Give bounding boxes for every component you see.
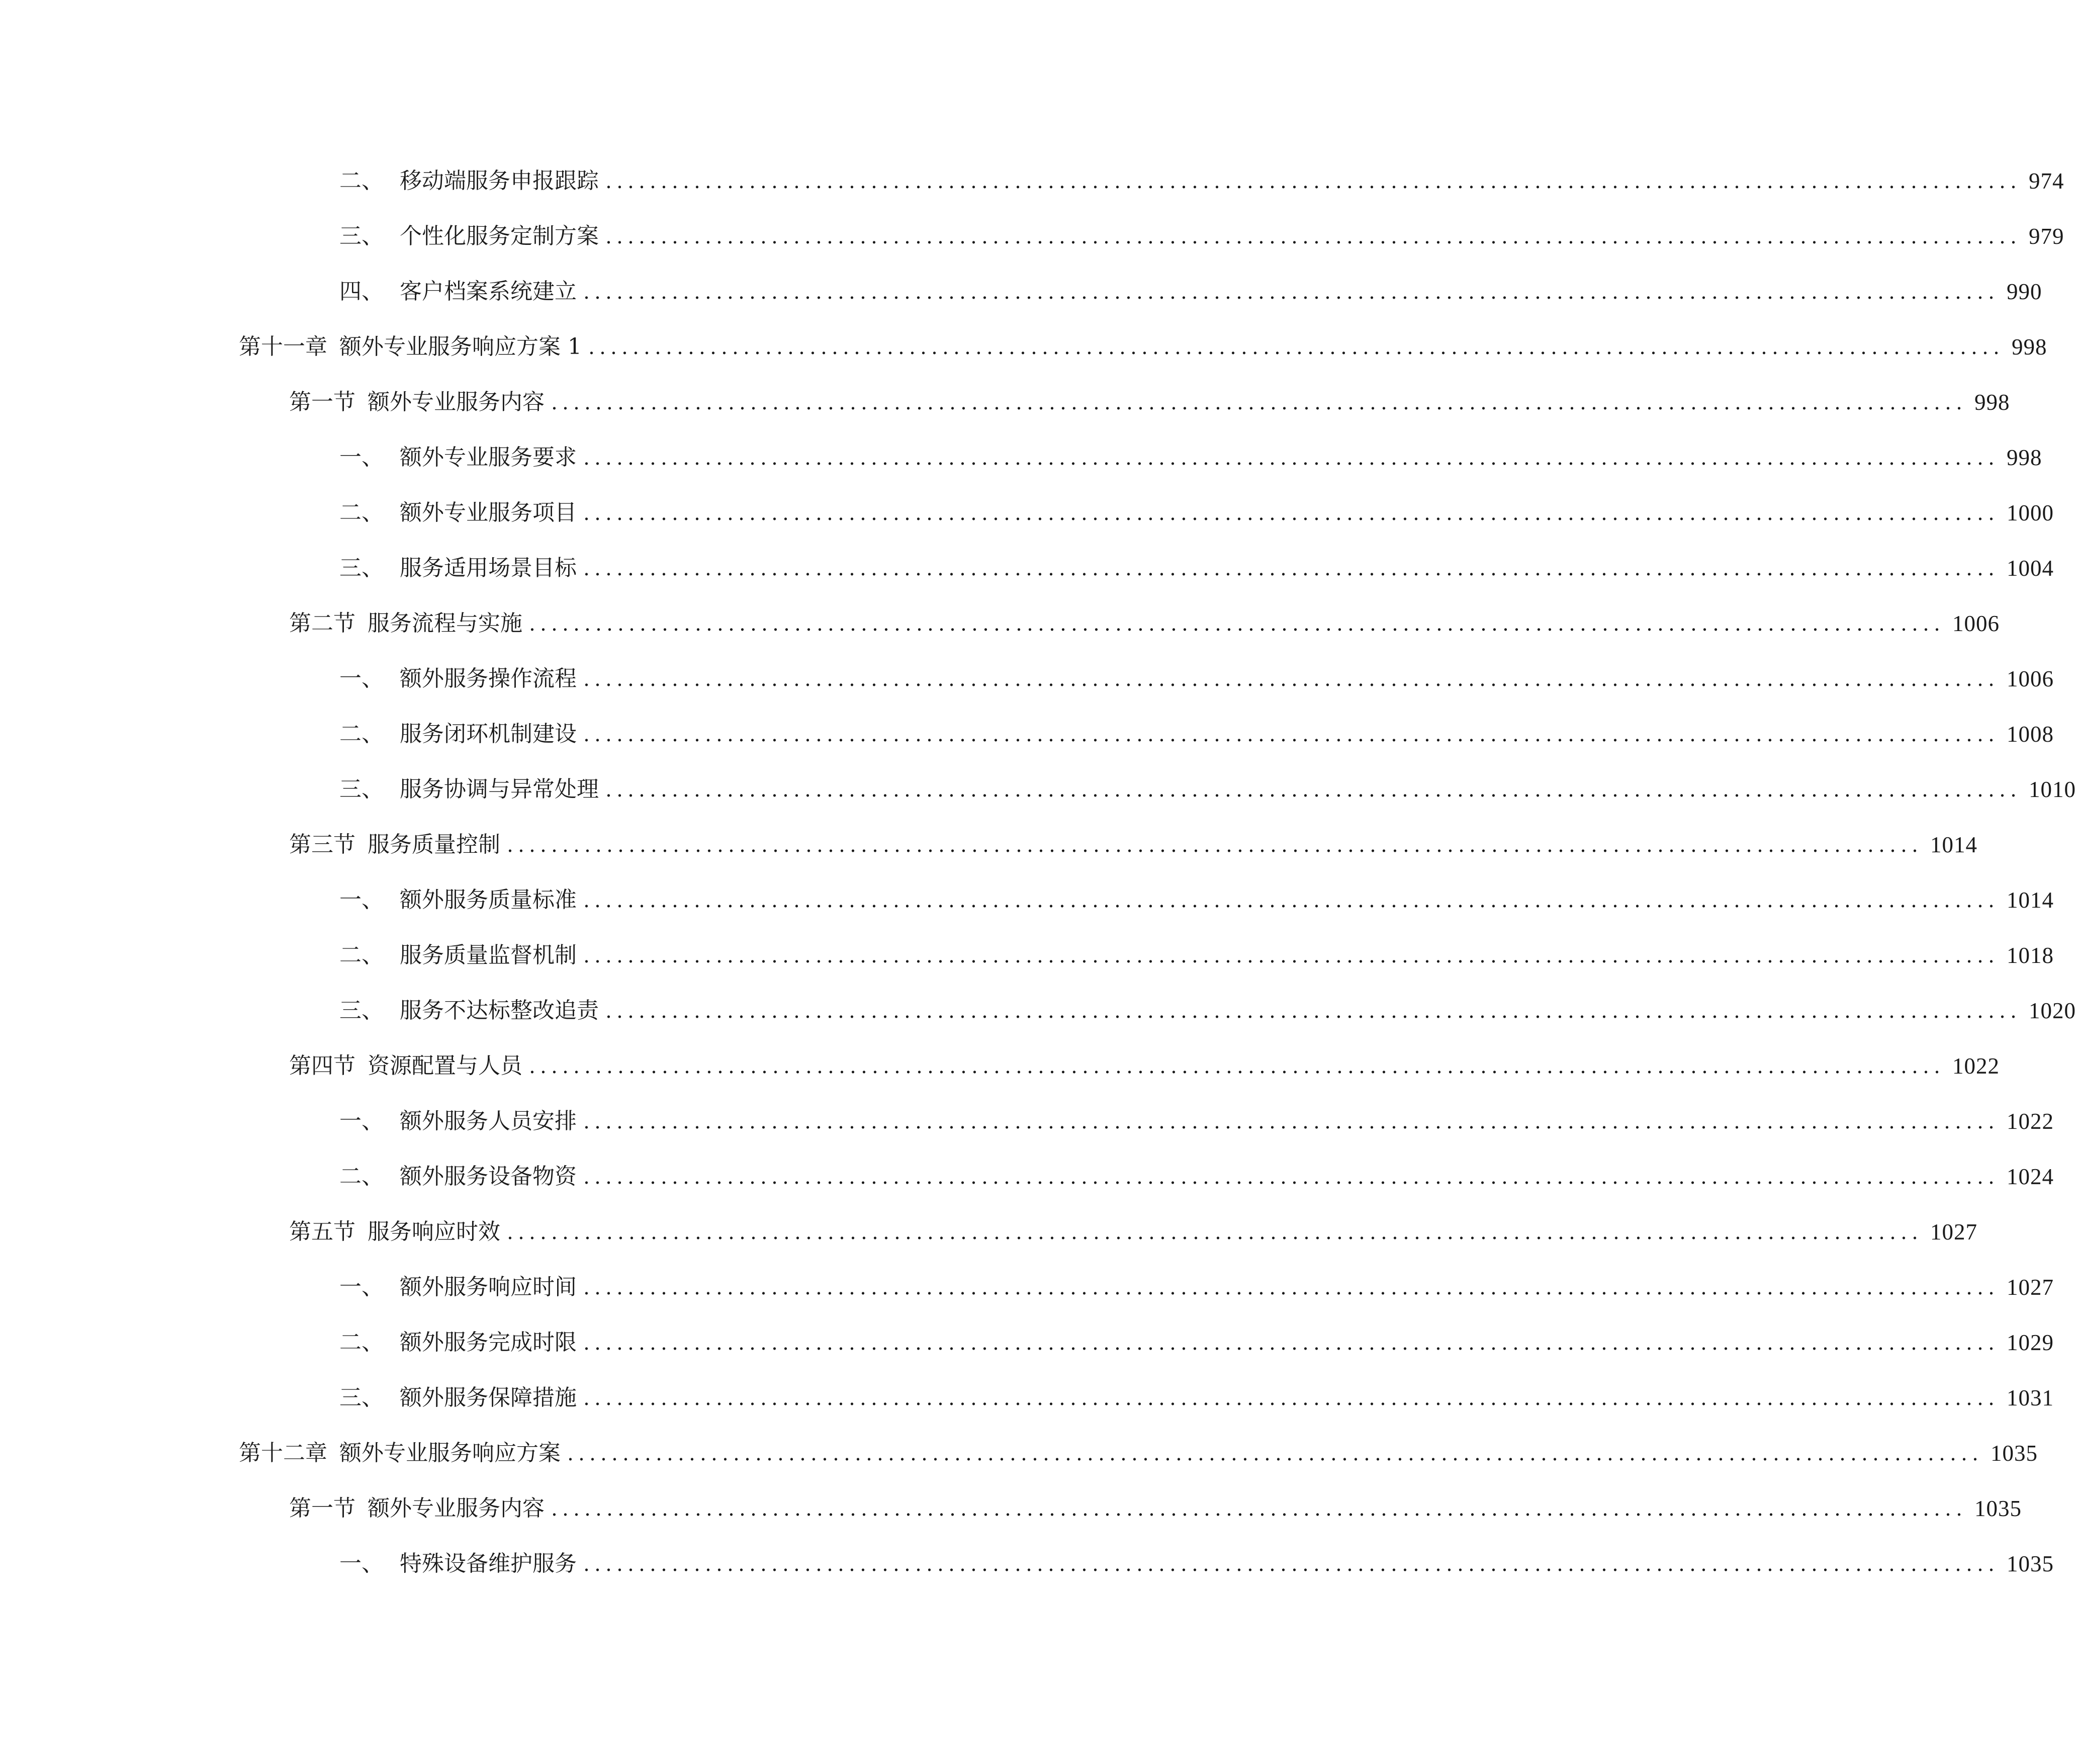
toc-entry[interactable] — [339, 930, 2054, 971]
toc-entry[interactable] — [339, 156, 2064, 196]
toc-entry-title: 特殊设备维护服务 — [400, 1551, 577, 1576]
toc-dot-leader: ................................................................................................................................ — [584, 1275, 2000, 1299]
toc-entry[interactable] — [339, 1539, 2054, 1579]
toc-entry-page: 1022 — [1952, 1053, 2000, 1079]
toc-dot-leader: ................................................................................................................................ — [584, 666, 2000, 691]
toc-entry-marker: 四、 — [339, 279, 384, 304]
toc-entry-title: 服务流程与实施 — [368, 610, 522, 636]
toc-entry-page: 1035 — [1974, 1496, 2022, 1521]
toc-dot-leader: ................................................................................................................................ — [584, 1385, 2000, 1410]
toc-entry-page: 1014 — [2007, 888, 2054, 913]
toc-entry[interactable] — [339, 488, 2054, 528]
toc-entry-page: 1018 — [2007, 943, 2054, 968]
toc-entry-title: 服务闭环机制建设 — [400, 721, 577, 747]
toc-entry-title: 服务不达标整改追责 — [400, 998, 599, 1023]
toc-dot-leader: ................................................................................................................................ — [584, 943, 2000, 967]
toc-entry-title: 额外服务设备物资 — [400, 1164, 577, 1189]
toc-entry-title: 额外服务完成时限 — [400, 1330, 577, 1355]
toc-entry-title: 额外服务保障措施 — [400, 1385, 577, 1410]
toc-entry-title: 额外服务质量标准 — [400, 887, 577, 913]
toc-entry-page: 990 — [2007, 279, 2042, 304]
toc-entry-marker: 第一节 — [289, 1495, 355, 1521]
toc-entry-page: 1014 — [1930, 832, 1977, 857]
toc-dot-leader: ................................................................................................................................ — [584, 1330, 2000, 1355]
toc-entry-page: 1027 — [2007, 1275, 2054, 1300]
toc-entry-marker: 一、 — [339, 666, 384, 691]
toc-dot-leader: ................................................................................................................................ — [507, 832, 1923, 857]
toc-entry-page: 974 — [2029, 168, 2064, 194]
toc-entry[interactable] — [339, 1152, 2054, 1192]
toc-dot-leader: ................................................................................................................................ — [529, 1053, 1945, 1078]
toc-entry[interactable] — [339, 543, 2054, 583]
toc-entry[interactable] — [339, 211, 2064, 251]
toc-entry-page: 1010 — [2029, 777, 2076, 802]
toc-entry-marker: 三、 — [339, 223, 384, 249]
toc-entry-marker: 二、 — [339, 942, 384, 968]
toc-entry-title: 服务协调与异常处理 — [400, 776, 599, 802]
toc-entry-page: 1029 — [2007, 1330, 2054, 1355]
toc-entry-title: 额外服务人员安排 — [400, 1108, 577, 1134]
toc-entry[interactable] — [339, 709, 2054, 749]
toc-entry-page: 1031 — [2007, 1385, 2054, 1410]
toc-entry-title: 额外专业服务响应方案 1 — [339, 334, 582, 360]
toc-entry-section[interactable] — [289, 377, 2010, 417]
toc-entry-title: 个性化服务定制方案 — [400, 223, 599, 249]
toc-entry-marker: 第五节 — [289, 1219, 355, 1245]
toc-entry[interactable] — [339, 1096, 2054, 1136]
toc-entry-page: 998 — [2007, 445, 2042, 470]
toc-entry-page: 998 — [1974, 390, 2010, 415]
toc-dot-leader: ................................................................................................................................ — [584, 722, 2000, 746]
toc-entry-page: 1008 — [2007, 722, 2054, 747]
toc-entry-marker: 一、 — [339, 445, 384, 470]
toc-dot-leader: ................................................................................................................................ — [584, 445, 2000, 470]
toc-entry[interactable] — [339, 267, 2042, 307]
toc-dot-leader: ................................................................................................................................ — [584, 500, 2000, 525]
toc-entry-chapter[interactable] — [239, 1428, 2038, 1468]
toc-dot-leader: ................................................................................................................................ — [584, 556, 2000, 580]
toc-entry[interactable] — [339, 875, 2054, 915]
toc-entry[interactable] — [339, 986, 2076, 1026]
toc-entry-page: 1024 — [2007, 1164, 2054, 1189]
toc-entry-marker: 三、 — [339, 998, 384, 1023]
toc-entry-marker: 二、 — [339, 1164, 384, 1189]
toc-entry-title: 额外服务响应时间 — [400, 1274, 577, 1300]
toc-dot-leader: ................................................................................................................................ — [529, 611, 1945, 636]
toc-entry-title: 服务质量控制 — [368, 832, 500, 857]
toc-entry-marker: 一、 — [339, 1108, 384, 1134]
toc-entry-page: 1020 — [2029, 998, 2076, 1023]
toc-entry-marker: 第十二章 — [239, 1440, 327, 1466]
toc-entry-page: 1006 — [2007, 666, 2054, 691]
toc-entry-section[interactable] — [289, 1041, 2000, 1081]
toc-entry-chapter[interactable] — [239, 322, 2047, 362]
toc-entry-title: 服务适用场景目标 — [400, 555, 577, 581]
toc-dot-leader: ................................................................................................................................ — [584, 1551, 2000, 1576]
toc-entry-page: 979 — [2029, 224, 2064, 249]
toc-entry-marker: 一、 — [339, 887, 384, 913]
toc-entry-title: 服务响应时效 — [368, 1219, 500, 1245]
toc-entry-page: 1027 — [1930, 1219, 1977, 1245]
toc-entry-title: 额外专业服务要求 — [400, 445, 577, 470]
toc-entry-section[interactable] — [289, 820, 1977, 860]
toc-entry-section[interactable] — [289, 1483, 2022, 1524]
toc-entry-page: 1000 — [2007, 500, 2054, 525]
toc-dot-leader: ................................................................................................................................ — [606, 777, 2022, 802]
toc-dot-leader: ................................................................................................................................ — [568, 1441, 1983, 1465]
toc-dot-leader: ................................................................................................................................ — [507, 1219, 1923, 1244]
toc-entry-marker: 三、 — [339, 555, 384, 581]
toc-entry-marker: 第二节 — [289, 610, 355, 636]
toc-entry-title: 额外专业服务响应方案 — [339, 1440, 561, 1466]
toc-dot-leader: ................................................................................................................................ — [588, 334, 2005, 359]
toc-entry-marker: 二、 — [339, 168, 384, 194]
toc-entry-section[interactable] — [289, 598, 2000, 639]
toc-entry-marker: 第三节 — [289, 832, 355, 857]
toc-dot-leader: ................................................................................................................................ — [606, 224, 2022, 248]
toc-entry-title: 额外专业服务项目 — [400, 500, 577, 525]
toc-entry-title: 资源配置与人员 — [368, 1053, 522, 1079]
toc-dot-leader: ................................................................................................................................ — [606, 998, 2022, 1023]
toc-entry-marker: 一、 — [339, 1551, 384, 1576]
toc-entry-title: 客户档案系统建立 — [400, 279, 577, 304]
toc-entry[interactable] — [339, 654, 2054, 694]
toc-entry-marker: 二、 — [339, 1330, 384, 1355]
toc-entry-title: 额外服务操作流程 — [400, 666, 577, 691]
toc-entry-marker: 一、 — [339, 1274, 384, 1300]
toc-dot-leader: ................................................................................................................................ — [552, 1496, 1967, 1521]
toc-entry-marker: 第一节 — [289, 389, 355, 415]
toc-entry-title: 服务质量监督机制 — [400, 942, 577, 968]
toc-entry-page: 1006 — [1952, 611, 2000, 636]
toc-entry-page: 1035 — [1991, 1441, 2038, 1466]
toc-entry-page: 1035 — [2007, 1551, 2054, 1576]
toc-entry[interactable] — [339, 1262, 2054, 1302]
toc-entry-marker: 第十一章 — [239, 334, 327, 360]
toc-entry-marker: 三、 — [339, 776, 384, 802]
toc-entry-title: 额外专业服务内容 — [368, 389, 545, 415]
toc-entry-marker: 三、 — [339, 1385, 384, 1410]
toc-entry-page: 1004 — [2007, 556, 2054, 581]
toc-entry-title: 额外专业服务内容 — [368, 1495, 545, 1521]
toc-dot-leader: ................................................................................................................................ — [606, 168, 2022, 193]
toc-entry-title: 移动端服务申报跟踪 — [400, 168, 599, 194]
toc-dot-leader: ................................................................................................................................ — [584, 888, 2000, 912]
toc-entry-marker: 第四节 — [289, 1053, 355, 1079]
toc-entry-page: 998 — [2011, 334, 2047, 360]
toc-entry-marker: 二、 — [339, 721, 384, 747]
toc-entry-marker: 二、 — [339, 500, 384, 525]
toc-dot-leader: ................................................................................................................................ — [584, 1164, 2000, 1189]
toc-entry-section[interactable] — [289, 1207, 1977, 1247]
toc-dot-leader: ................................................................................................................................ — [584, 1109, 2000, 1133]
toc-entry[interactable] — [339, 1373, 2054, 1413]
toc-entry-page: 1022 — [2007, 1109, 2054, 1134]
toc-dot-leader: ................................................................................................................................ — [584, 279, 2000, 304]
toc-entry[interactable] — [339, 432, 2042, 473]
toc-dot-leader: ................................................................................................................................ — [552, 390, 1967, 414]
toc-entry[interactable] — [339, 1317, 2054, 1358]
toc-entry[interactable] — [339, 764, 2076, 805]
